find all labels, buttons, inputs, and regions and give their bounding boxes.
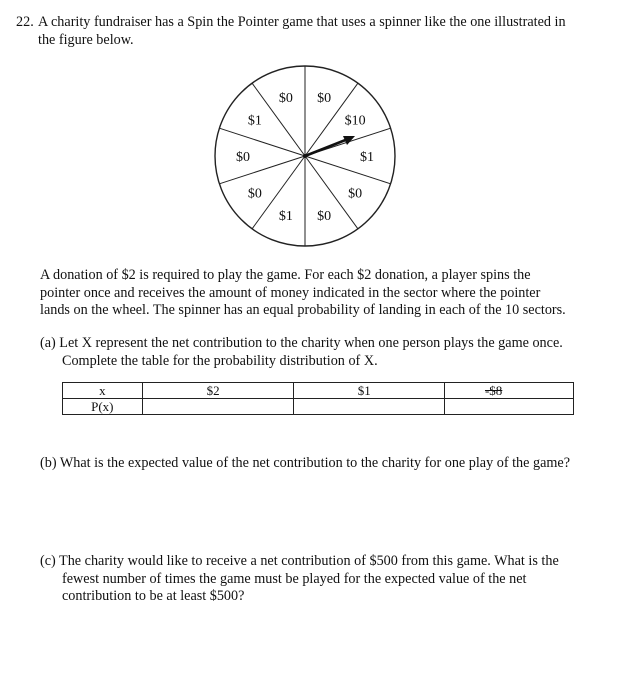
p-header: P(x) — [63, 399, 143, 415]
x-header: x — [63, 383, 143, 399]
spinner-sector-label: $10 — [344, 113, 366, 129]
part-c-line-1: (c) The charity would like to receive a net contribution of $500 from this game. What is the — [40, 553, 559, 569]
spinner-hub — [303, 154, 307, 158]
spinner-sector-label: $0 — [348, 186, 363, 202]
spinner-sector-label: $0 — [317, 208, 332, 224]
part-c — [40, 553, 620, 606]
probability-table — [62, 382, 574, 415]
part-c-line-2: fewest number of times the game must be played for the expected value of the net — [62, 570, 527, 587]
question-intro-line-1: A charity fundraiser has a Spin the Pointer game that uses a spinner like the one illustrated in — [38, 14, 566, 30]
spinner-sector-label: $0 — [236, 150, 250, 165]
table-row-x — [63, 383, 574, 399]
p-value-2[interactable] — [293, 399, 444, 415]
part-a-line-2: Complete the table for the probability distribution of X. — [62, 352, 378, 369]
table-row-p — [63, 399, 574, 415]
x-value-2: $1 — [293, 383, 444, 399]
question-number: 22. — [16, 14, 34, 30]
x-value-1: $2 — [142, 383, 293, 399]
description-line-3: lands on the wheel. The spinner has an equal probability of landing in each of the 10 sectors. — [40, 302, 566, 318]
spinner-sector-label: $0 — [278, 91, 293, 107]
description-line-1: A donation of $2 is required to play the game. For each $2 donation, a player spins the — [40, 267, 531, 283]
part-b-line-1: (b) What is the expected value of the net contribution to the charity for one play of the game? — [40, 455, 571, 471]
spinner-sector-label: $0 — [317, 91, 332, 107]
question-intro — [38, 14, 618, 49]
part-b — [40, 455, 630, 473]
part-a — [40, 335, 620, 370]
spinner-sector-label: $1 — [360, 150, 374, 165]
part-a-line-1: (a) Let X represent the net contribution to the charity when one person plays the game once. — [40, 335, 563, 351]
description-line-2: pointer once and receives the amount of money indicated in the sector where the pointer — [40, 284, 541, 301]
spinner-figure — [205, 56, 405, 256]
spinner-sector-label: $0 — [247, 186, 262, 202]
x-value-3 — [444, 383, 573, 399]
spinner-sector-label: $1 — [278, 208, 293, 224]
p-value-1[interactable] — [142, 399, 293, 415]
question-intro-line-2: the figure below. — [38, 31, 134, 48]
x-value-3-text: -$8 — [484, 383, 503, 398]
spinner-sector-label: $1 — [247, 113, 262, 129]
part-c-line-3: contribution to be at least $500? — [62, 588, 245, 604]
p-value-3[interactable] — [444, 399, 573, 415]
game-description — [40, 267, 620, 320]
